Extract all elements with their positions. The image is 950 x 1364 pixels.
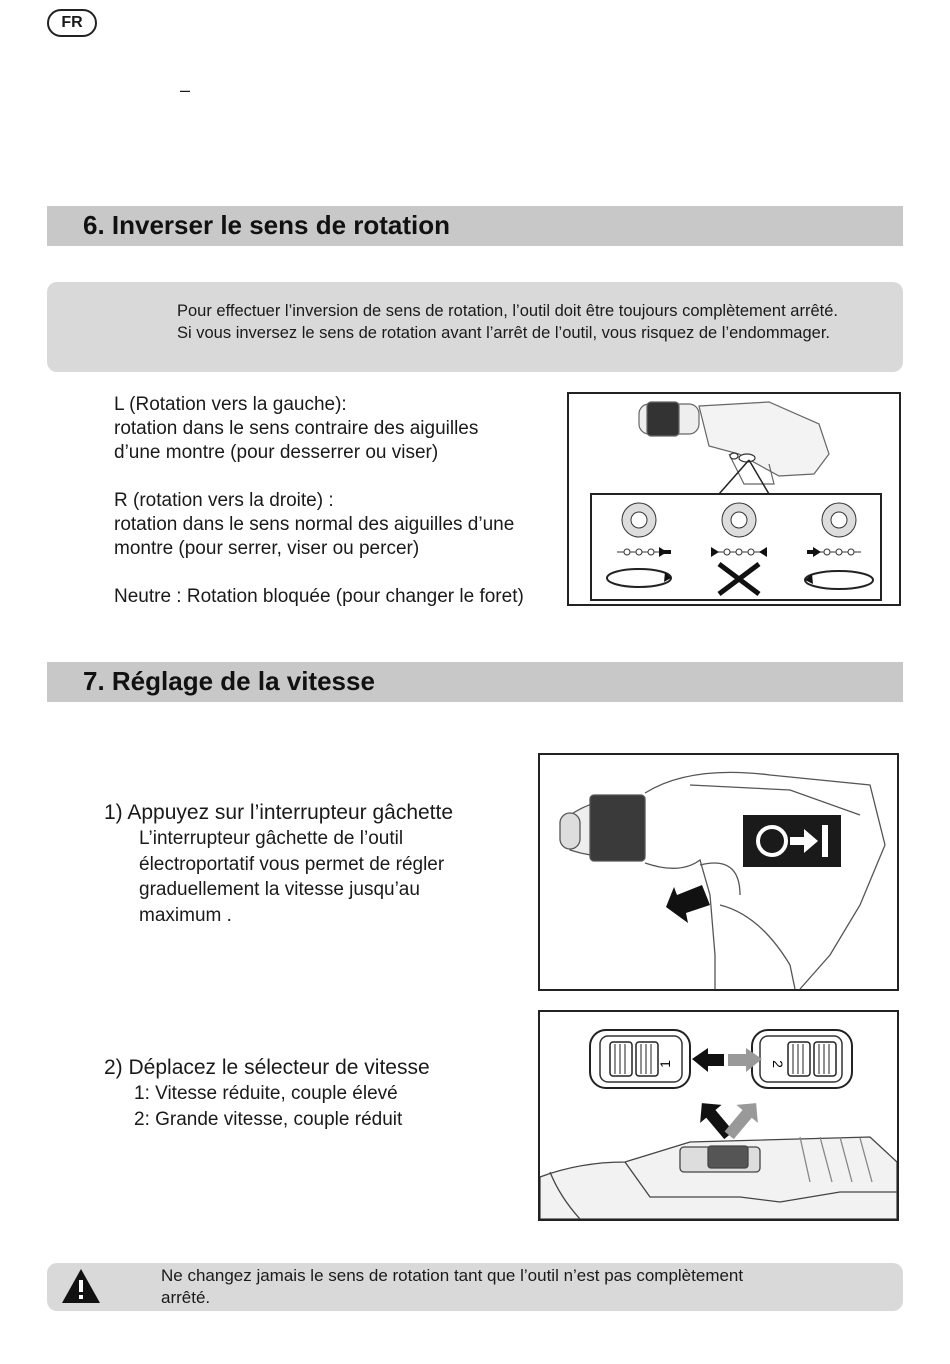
left-rotation-line-2: d’une montre (pour desserrer ou viser) xyxy=(114,442,439,463)
rotation-note-box xyxy=(47,282,903,372)
step-2-block xyxy=(104,1055,524,1132)
section-7-header xyxy=(47,662,903,702)
step-1-line-2: électroportatif vous permet de régler xyxy=(139,853,445,875)
rotation-note-line-2: Si vous inversez le sens de rotation avant l’arrêt de l’outil, vous risquez de l’endommager. xyxy=(177,324,831,342)
left-rotation-line-1: rotation dans le sens contraire des aiguilles xyxy=(114,418,479,439)
right-rotation-title: R (rotation vers la droite) : xyxy=(114,490,334,511)
rotation-selector-figure xyxy=(567,392,901,606)
step-1-line-1: L’interrupteur gâchette de l’outil xyxy=(139,828,404,849)
warning-triangle-icon xyxy=(61,1268,101,1304)
right-rotation-line-1: rotation dans le sens normal des aiguilles d’une xyxy=(114,514,515,535)
rotation-note-line-1: Pour effectuer l’inversion de sens de rotation, l’outil doit être toujours complètement arrêté. xyxy=(177,302,838,320)
step-2-line-1: 1: Vitesse réduite, couple élevé xyxy=(134,1083,398,1104)
left-rotation-title: L (Rotation vers la gauche): xyxy=(114,394,347,415)
trigger-switch-figure xyxy=(538,753,899,991)
gear-1-selector xyxy=(590,1030,690,1088)
gear-1-label: 1 xyxy=(657,1060,673,1068)
warning-line-1: Ne changez jamais le sens de rotation tant que l’outil n’est pas complètement xyxy=(161,1266,744,1285)
step-2-line-2: 2: Grande vitesse, couple réduit xyxy=(134,1108,403,1130)
step-1-line-3: graduellement la vitesse jusqu’au xyxy=(139,879,420,900)
step-2-heading: 2) Déplacez le sélecteur de vitesse xyxy=(104,1056,430,1079)
rotation-description xyxy=(114,393,564,609)
right-rotation-line-2: montre (pour serrer, viser ou percer) xyxy=(114,538,420,559)
neutral-rotation-text: Neutre : Rotation bloquée (pour changer le foret) xyxy=(114,586,524,607)
step-1-line-4: maximum . xyxy=(139,904,232,926)
power-switch-icon xyxy=(743,815,841,867)
gear-2-selector xyxy=(752,1030,852,1088)
language-badge: FR xyxy=(47,9,97,37)
step-1-block xyxy=(104,800,524,928)
section-6-title: 6. Inverser le sens de rotation xyxy=(83,210,451,240)
gear-2-label: 2 xyxy=(770,1060,786,1068)
speed-selector-figure xyxy=(538,1010,899,1221)
warning-box xyxy=(47,1263,903,1311)
dash-mark: – xyxy=(180,80,191,100)
section-7-title: 7. Réglage de la vitesse xyxy=(83,666,375,696)
step-1-heading: 1) Appuyez sur l’interrupteur gâchette xyxy=(104,801,454,824)
section-6-header xyxy=(47,206,903,246)
warning-text xyxy=(161,1265,841,1309)
warning-line-2: arrêté. xyxy=(161,1288,211,1307)
